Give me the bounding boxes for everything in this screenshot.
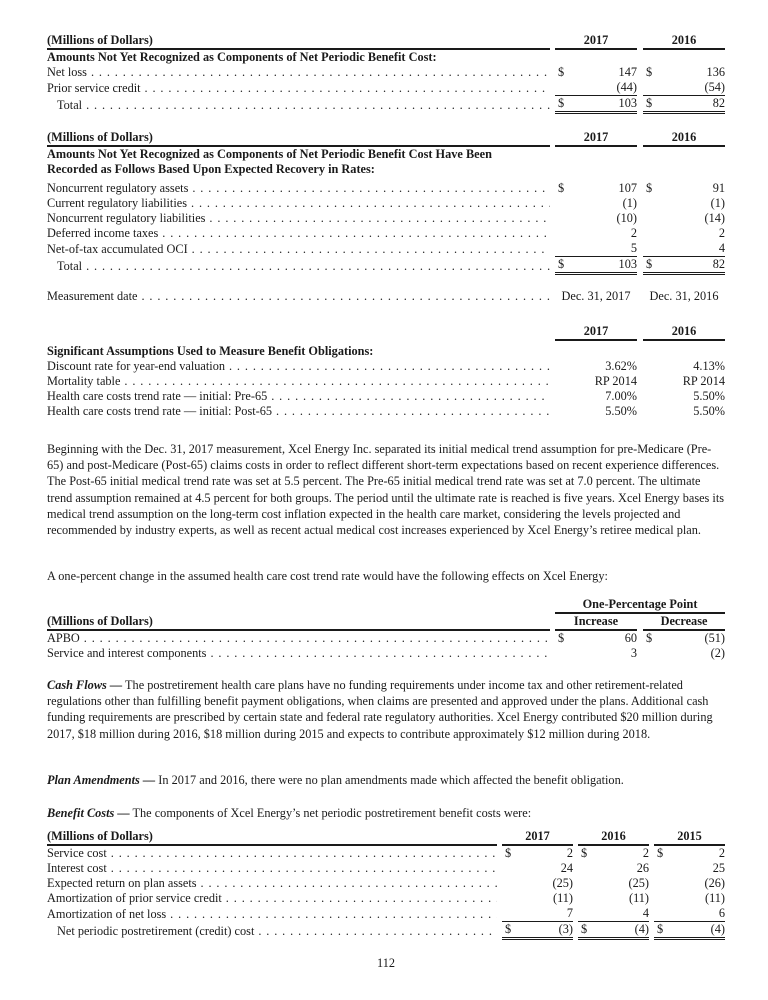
total-row [47,257,725,274]
plan-amendments-heading: Plan Amendments — [47,773,156,787]
cell-value: 82 [712,96,725,110]
cell-value: 60 [624,631,637,645]
table-row [47,80,725,96]
row-label: Total [57,258,83,273]
row-label: Net-of-tax accumulated OCI [47,241,188,256]
cell-value: Dec. 31, 2016 [649,289,719,303]
cell-value: (54) [704,80,725,94]
cell-value: (4) [710,922,725,936]
cell-value: 147 [618,65,637,79]
cell-value: (11) [552,891,573,905]
cell-value: (11) [704,891,725,905]
cell-value: (25) [628,876,649,890]
cell-value: 2 [630,226,637,240]
paragraph-medical-trend: Beginning with the Dec. 31, 2017 measurement, Xcel Energy Inc. separated its initial medical trend assumption for pre-Medicare (Pre-65) and post-Medicare (Post-65) claims costs in order to reflect different short-term expectations based on recent experience differences. The Post-65 initial medical trend rate was set at 5.5 percent. The Pre-65 initial medical trend rate was set at 7.0 percent. The ultimate trend assumption remained at 4.5 percent for both groups. The period until the ultimate rate is reached is five years. Xcel Energy bases its medical trend assumption on the long-term cost inflation expected in the health care market, considering the levels projected and recommended by industry experts, as well as recent actual medical cost increases experienced by Xcel Energy’s retiree medical plan. [47,442,725,538]
table-row [47,226,725,241]
total-row [47,96,725,113]
cell-value: 7 [566,906,573,920]
currency-symbol: $ [558,631,565,645]
currency-symbol: $ [657,922,664,936]
cell-value: RP 2014 [682,374,725,388]
table-row [47,906,725,922]
cell-value: Dec. 31, 2017 [561,289,631,303]
total-row [47,922,725,939]
unit-label: (Millions of Dollars) [47,613,550,630]
cell-value: (4) [634,922,649,936]
row-label: Net loss [47,65,87,79]
cell-value: 2 [718,846,725,860]
section-title: Amounts Not Yet Recognized as Components of Net Periodic Benefit Cost Have Been [47,147,492,161]
cell-value: (1) [622,196,637,210]
column-header: 2015 [654,829,725,845]
column-header: 2016 [643,324,725,340]
row-label: APBO [47,631,80,645]
cell-value: (25) [552,876,573,890]
row-label: Amortization of net loss [47,906,167,921]
table-row [47,389,725,404]
column-header: 2016 [643,130,725,146]
cell-value: 7.00% [605,389,637,403]
row-label: Noncurrent regulatory assets [47,181,189,195]
currency-symbol: $ [505,846,512,860]
table-row [47,65,725,80]
table-row [47,359,725,374]
benefit-costs-heading: Benefit Costs — [47,806,130,820]
row-label: Health care costs trend rate — initial: Post-65 [47,404,273,418]
table-amounts-not-recognized [47,33,725,114]
unit-label: (Millions of Dollars) [47,33,550,49]
cell-value: 2 [566,846,573,860]
cell-value: 2 [642,846,649,860]
cell-value: 3 [630,646,637,660]
cell-value: 91 [712,181,725,195]
cell-value: 5.50% [605,404,637,418]
row-label: Measurement date [47,289,138,303]
column-header: Increase [555,613,637,630]
paragraph-benefit-costs [47,805,727,821]
table-row [47,891,725,906]
paragraph-plan-amendments [47,772,727,788]
currency-symbol: $ [558,181,565,195]
cell-value: 5.50% [693,404,725,418]
paragraph-one-percent-change: A one-percent change in the assumed health care cost trend rate would have the following effects on Xcel Energy: [47,569,608,583]
cell-value: 103 [618,96,637,110]
cell-value: 103 [618,257,637,271]
cash-flows-heading: Cash Flows — [47,678,123,692]
row-label: Expected return on plan assets [47,876,197,890]
cell-value: (26) [704,876,725,890]
row-label: Health care costs trend rate — initial: Pre-65 [47,389,268,403]
cell-value: 4.13% [693,359,725,373]
table-row [47,374,725,389]
table-regulatory-recovery [47,130,725,304]
cell-value: 136 [706,65,725,79]
cell-value: (10) [616,211,637,225]
table-row [47,876,725,891]
table-row [47,196,725,211]
currency-symbol: $ [505,922,512,936]
cell-value: 6 [718,906,725,920]
currency-symbol: $ [646,631,653,645]
paragraph-cash-flows [47,677,727,742]
unit-label: (Millions of Dollars) [47,829,497,845]
table-row [47,630,725,646]
plan-amendments-text: In 2017 and 2016, there were no plan amendments made which affected the benefit obligation. [155,773,624,787]
row-label: Service cost [47,846,107,860]
table-one-percentage-point [47,597,725,661]
table-net-periodic-benefit-costs [47,829,725,940]
table-significant-assumptions [47,324,725,419]
table-row [47,861,725,876]
cell-value: 107 [618,181,637,195]
cell-value: 4 [718,241,725,255]
section-title: Recorded as Follows Based Upon Expected Recovery in Rates: [47,162,375,176]
cash-flows-text: The postretirement health care plans have no funding requirements under income tax and other retirement-related regulations other than fulfilling benefit payment obligations, when claims are presented and approved under the plans. Additional cash funding requirements are prescribed by certain state and federal rate regulatory authorities. Xcel Energy contributed $20 million during 2017, $18 million during 2016, $18 million during 2015 and expects to contribute approximately $12 million during 2018. [47,678,713,741]
column-header: 2017 [502,829,573,845]
table-row [47,646,725,661]
column-header: 2016 [643,33,725,49]
cell-value: 5 [630,241,637,255]
currency-symbol: $ [646,96,653,110]
column-header: 2017 [555,324,637,340]
currency-symbol: $ [657,846,664,860]
column-header: 2016 [578,829,649,845]
cell-value: (11) [628,891,649,905]
cell-value: (1) [710,196,725,210]
currency-symbol: $ [581,846,588,860]
cell-value: 3.62% [605,359,637,373]
cell-value: (3) [558,922,573,936]
currency-symbol: $ [646,181,653,195]
cell-value: 4 [642,906,649,920]
column-header: Decrease [643,613,725,630]
table-row [47,241,725,257]
row-label: Current regulatory liabilities [47,196,188,210]
cell-value: (51) [704,631,726,645]
row-label: Deferred income taxes [47,226,159,240]
row-label: Mortality table [47,374,121,388]
section-title: Significant Assumptions Used to Measure Benefit Obligations: [47,344,374,358]
column-header: 2017 [555,33,637,49]
cell-value: 82 [712,257,725,271]
cell-value: 2 [718,226,725,240]
cell-value: (2) [710,646,726,660]
group-header: One-Percentage Point [555,597,725,613]
currency-symbol: $ [581,922,588,936]
cell-value: RP 2014 [594,374,637,388]
unit-label: (Millions of Dollars) [47,130,550,146]
row-label: Net periodic postretirement (credit) cost [57,923,255,938]
currency-symbol: $ [558,65,565,79]
section-title: Amounts Not Yet Recognized as Components of Net Periodic Benefit Cost: [47,50,437,64]
cell-value: 24 [560,861,573,875]
row-label: Prior service credit [47,80,141,95]
benefit-costs-text: The components of Xcel Energy’s net periodic postretirement benefit costs were: [129,806,532,820]
row-label: Discount rate for year-end valuation [47,359,225,373]
table-row [47,211,725,226]
row-label: Amortization of prior service credit [47,891,222,905]
cell-value: (14) [704,211,725,225]
currency-symbol: $ [558,96,565,110]
currency-symbol: $ [646,65,653,79]
row-label: Service and interest components [47,646,207,660]
row-label: Interest cost [47,861,107,875]
column-header: 2017 [555,130,637,146]
currency-symbol: $ [558,257,565,271]
cell-value: (44) [616,80,637,94]
row-label: Noncurrent regulatory liabilities [47,211,206,225]
currency-symbol: $ [646,257,653,271]
row-label: Total [57,97,83,112]
measurement-date-row [47,289,725,304]
page-number: 112 [377,956,395,970]
table-row [47,181,725,196]
table-row [47,404,725,419]
cell-value: 25 [712,861,725,875]
cell-value: 5.50% [693,389,725,403]
cell-value: 26 [636,861,649,875]
table-row [47,845,725,861]
